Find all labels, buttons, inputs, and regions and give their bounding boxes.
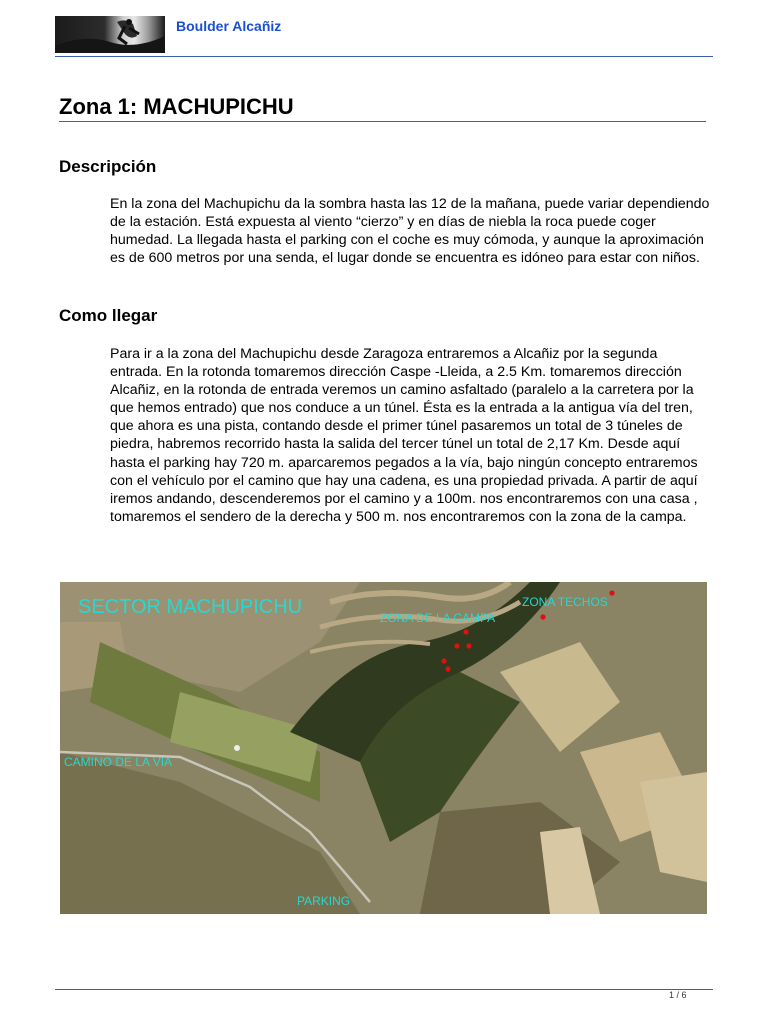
footer-divider — [55, 989, 713, 990]
header-divider — [55, 56, 713, 57]
site-title[interactable]: Boulder Alcañiz — [176, 18, 282, 34]
como-llegar-text: Para ir a la zona del Machupichu desde Zaragoza entraremos a Alcañiz por la segunda entrada. En la rotonda tomaremos dirección Caspe -Lleida, a 2.5 Km. tomaremos dirección Alcañiz, en la rotonda de entrada veremos un camino asfaltado (paralelo a la carretera por la que hemos entrado) que nos conduce a un túnel. Ésta es la entrada a la antigua vía del tren, que ahora es una pista, contando desde el primer túnel pasaremos un total de 3 túneles de piedra, habremos recorrido hasta la salida del tercer túnel un total de 2,17 Km. Desde aquí hasta el parking hay 720 m. aparcaremos pegados a la vía, bajo ningún concepto entraremos con el vehículo por el camino que hay una cadena, es una propiedad privada. A partir de aquí iremos andando, descenderemos por el camino y a 100m. nos encontraremos con una casa , tomaremos el sendero de la derecha y 500 m. nos encontraremos con la zona de la campa. — [110, 346, 698, 525]
page-title: Zona 1: MACHUPICHU — [59, 94, 294, 119]
como-llegar-heading: Como llegar — [59, 306, 158, 325]
page-number: 1 / 6 — [669, 990, 687, 1000]
map-label-parking: PARKING — [297, 894, 351, 908]
title-divider — [59, 121, 706, 122]
descripcion-heading: Descripción — [59, 157, 157, 176]
aerial-map — [60, 582, 707, 914]
site-logo — [55, 16, 165, 53]
map-label-zona-campa: ZONA DE LA CAMPA — [380, 611, 496, 625]
map-label-zona-techos: ZONA TECHOS — [522, 595, 608, 609]
map-label-camino-via: CAMINO DE LA VIA — [64, 755, 173, 769]
descripcion-text: En la zona del Machupichu da la sombra hasta las 12 de la mañana, puede variar dependiendo de la estación. Está expuesta al viento “cierzo” y en días de niebla la roca puede coger humedad. La llegada hasta el parking con el coche es muy cómoda, y aunque la aproximación es de 600 metros por una senda, el lugar donde se encuentra es idóneo para estar con niños. — [110, 196, 710, 267]
aerial-photo — [60, 582, 707, 914]
climber-logo-image — [55, 16, 165, 53]
map-label-sector: SECTOR MACHUPICHU — [78, 596, 303, 618]
